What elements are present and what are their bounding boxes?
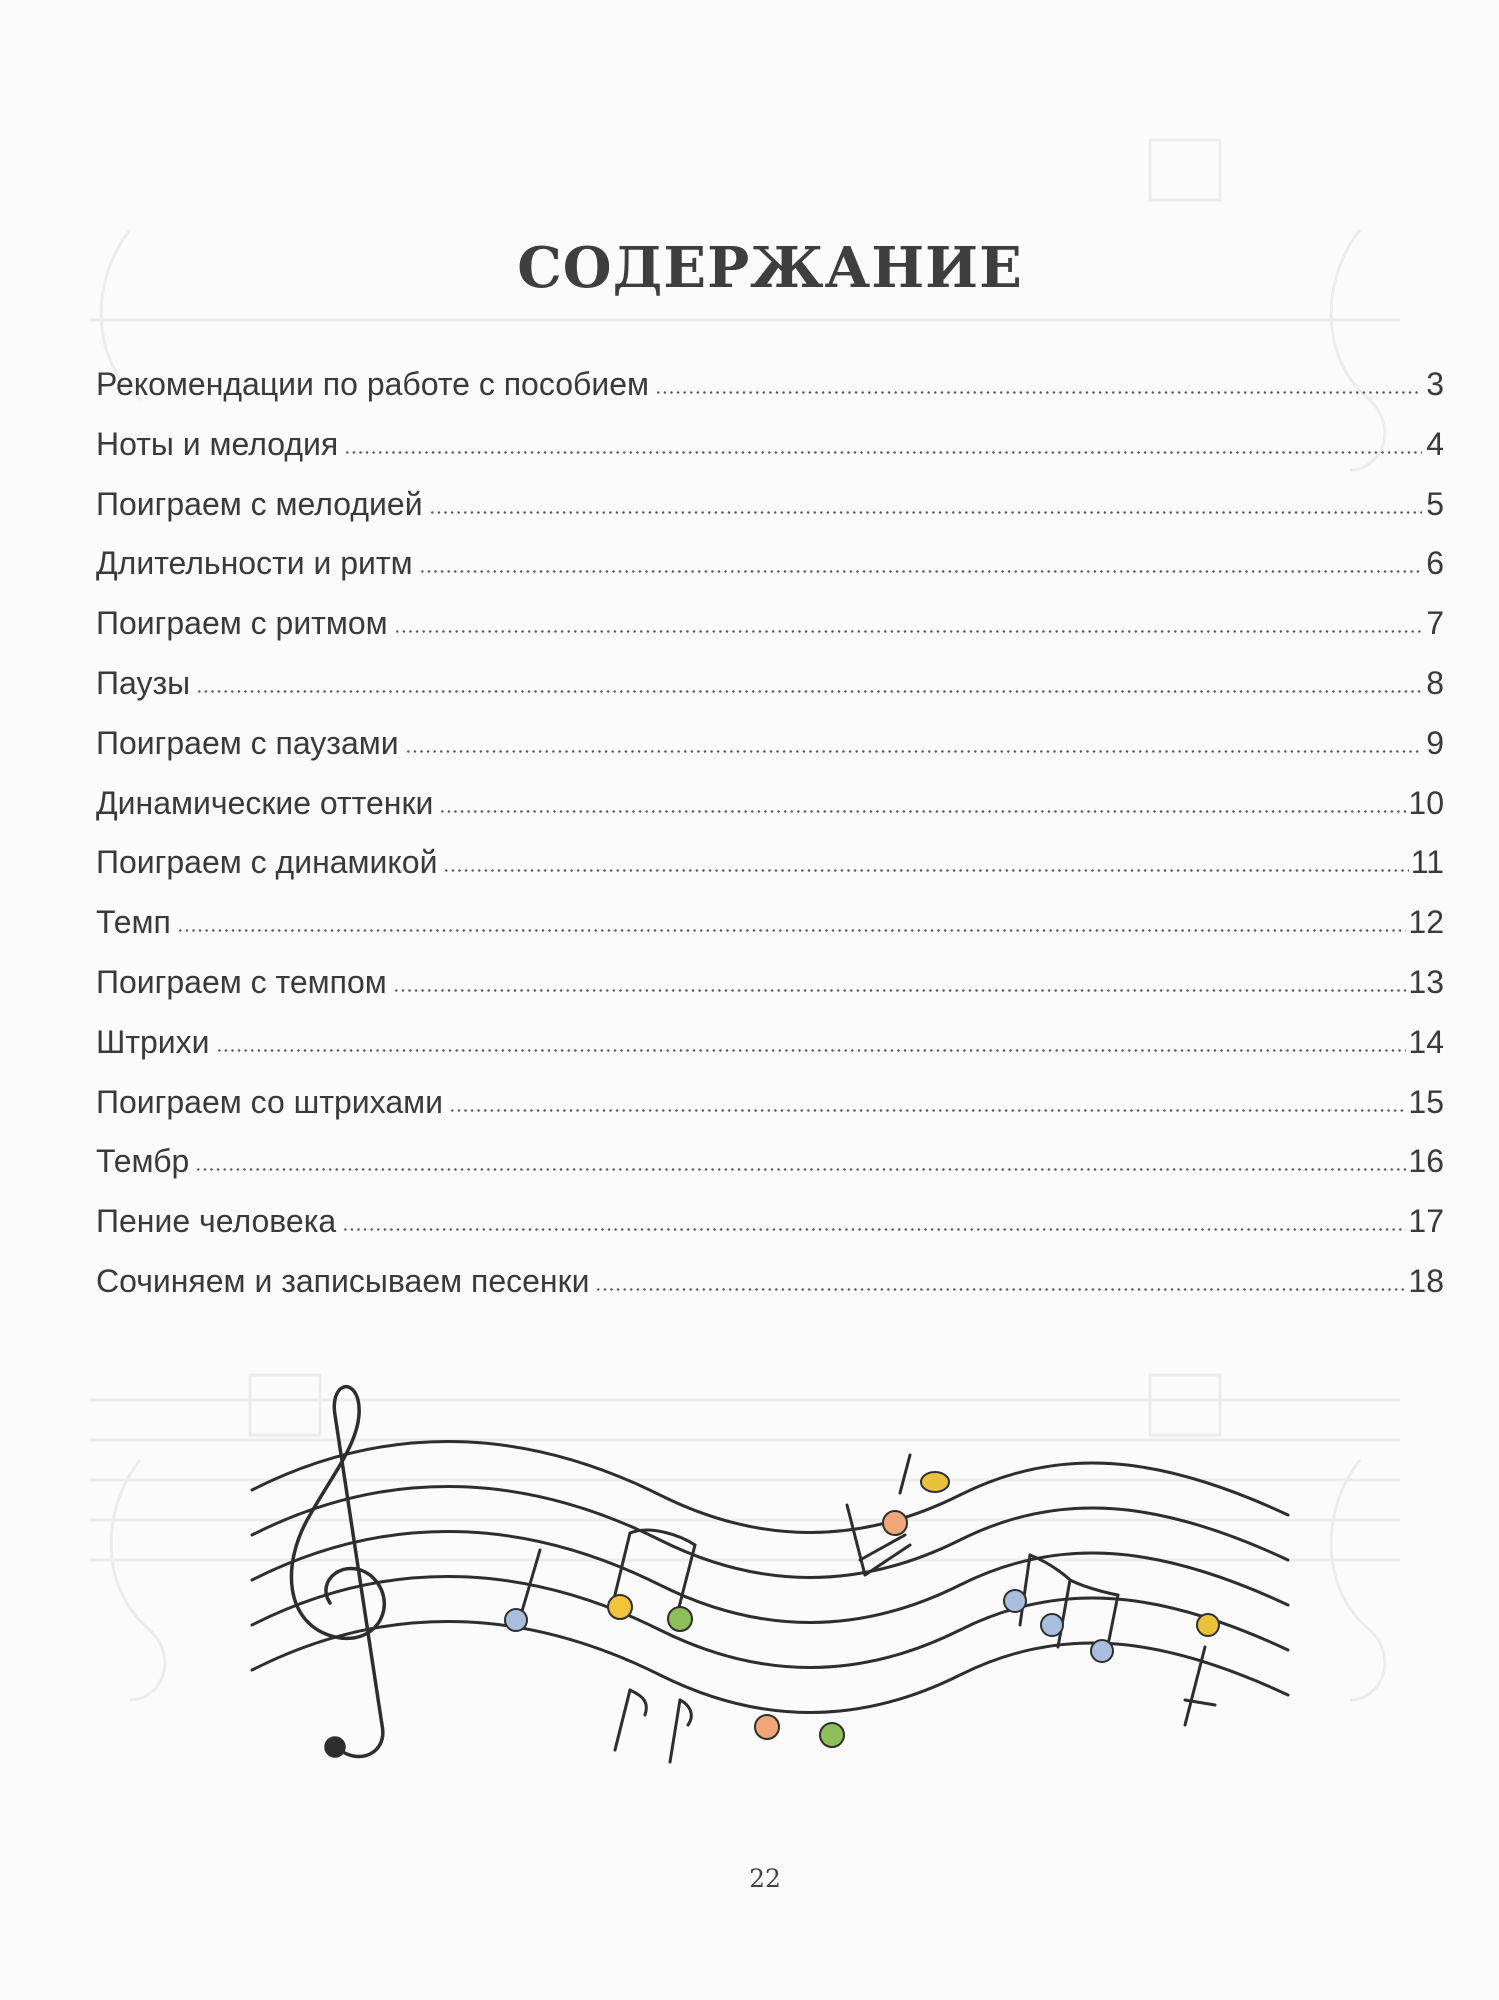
staff-lines <box>252 1441 1288 1712</box>
toc-entry[interactable] <box>96 426 1444 486</box>
toc-entry-page: 10 <box>1408 784 1444 821</box>
note-head-green <box>668 1607 692 1631</box>
note-head-green <box>820 1723 844 1747</box>
toc-entry[interactable] <box>96 904 1444 964</box>
toc-leader-dots <box>419 570 1422 573</box>
toc-leader-dots <box>595 1288 1406 1291</box>
toc-entry[interactable] <box>96 366 1444 426</box>
note-head-blue <box>1041 1614 1063 1636</box>
toc-entry-label: Паузы <box>96 664 191 701</box>
toc-entry-label: Рекомендации по работе с пособием <box>96 366 649 402</box>
toc-entry-label: Поиграем с динамикой <box>96 844 438 881</box>
toc-entry-page: 4 <box>1426 425 1444 462</box>
toc-leader-dots <box>177 929 1407 932</box>
page-number: 22 <box>749 1864 781 1893</box>
toc-entry[interactable] <box>96 785 1444 845</box>
toc-entry[interactable] <box>96 964 1444 1024</box>
note-head-yellow <box>608 1595 632 1619</box>
toc-leader-dots <box>216 1049 1407 1052</box>
toc-leader-dots <box>342 1228 1406 1231</box>
toc-entry-page: 8 <box>1426 664 1444 701</box>
treble-clef-staff-illustration <box>240 1375 1300 1785</box>
toc-entry-label: Темп <box>96 904 171 941</box>
toc-entry-page: 5 <box>1426 485 1444 522</box>
toc-entry-label: Поиграем с темпом <box>96 963 387 1000</box>
toc-entry-page: 11 <box>1410 844 1444 881</box>
toc-entry-label: Поиграем с паузами <box>96 724 399 761</box>
toc-leader-dots <box>449 1109 1406 1112</box>
note-head-orange <box>883 1511 907 1535</box>
toc-entry[interactable] <box>96 1024 1444 1084</box>
toc-leader-dots <box>344 451 1422 454</box>
toc-entry[interactable] <box>96 605 1444 665</box>
toc-leader-dots <box>439 810 1406 813</box>
toc-entry-page: 15 <box>1408 1083 1444 1120</box>
toc-entry-label: Штрихи <box>96 1023 210 1060</box>
toc-leader-dots <box>655 391 1422 394</box>
toc-entry[interactable] <box>96 1203 1444 1263</box>
table-of-contents <box>96 366 1444 1323</box>
note-head-blue <box>1091 1640 1113 1662</box>
toc-entry-page: 3 <box>1426 366 1444 402</box>
note-head-blue <box>1004 1590 1026 1612</box>
toc-leader-dots <box>405 750 1422 753</box>
toc-entry-label: Пение человека <box>96 1203 337 1240</box>
note-head-yellow <box>1197 1614 1219 1636</box>
toc-entry[interactable] <box>96 486 1444 546</box>
toc-entry-label: Динамические оттенки <box>96 784 434 821</box>
note-head-orange <box>755 1715 779 1739</box>
toc-entry-label: Сочиняем и записываем песенки <box>96 1262 590 1299</box>
toc-entry[interactable] <box>96 1084 1444 1144</box>
toc-entry-label: Поиграем с ритмом <box>96 605 388 642</box>
toc-leader-dots <box>393 989 1407 992</box>
toc-entry[interactable] <box>96 1143 1444 1203</box>
toc-entry-page: 13 <box>1408 963 1444 1000</box>
toc-entry-page: 7 <box>1426 605 1444 642</box>
toc-entry-label: Тембр <box>96 1143 190 1180</box>
toc-leader-dots <box>394 630 1422 633</box>
note-head-blue <box>505 1609 527 1631</box>
toc-entry-page: 9 <box>1426 724 1444 761</box>
toc-entry-page: 18 <box>1408 1262 1444 1299</box>
toc-entry-label: Длительности и ритм <box>96 545 413 582</box>
page-title: СОДЕРЖАНИЕ <box>517 235 1023 301</box>
toc-entry-label: Ноты и мелодия <box>96 425 339 462</box>
treble-clef-icon <box>291 1387 384 1757</box>
note-head-yellow <box>921 1472 949 1492</box>
toc-entry[interactable] <box>96 725 1444 785</box>
toc-entry-page: 16 <box>1408 1143 1444 1180</box>
note-heads <box>505 1472 1219 1747</box>
toc-leader-dots <box>196 690 1422 693</box>
toc-entry-page: 14 <box>1408 1023 1444 1060</box>
toc-entry-label: Поиграем со штрихами <box>96 1083 443 1120</box>
toc-entry[interactable] <box>96 665 1444 725</box>
toc-entry-page: 12 <box>1408 904 1444 941</box>
toc-leader-dots <box>195 1168 1406 1171</box>
toc-entry-page: 17 <box>1408 1203 1444 1240</box>
toc-leader-dots <box>443 869 1408 872</box>
toc-leader-dots <box>429 511 1422 514</box>
toc-entry-label: Поиграем с мелодией <box>96 485 423 522</box>
toc-entry-page: 6 <box>1426 545 1444 582</box>
toc-entry[interactable] <box>96 545 1444 605</box>
toc-entry[interactable] <box>96 1263 1444 1323</box>
toc-entry[interactable] <box>96 844 1444 904</box>
